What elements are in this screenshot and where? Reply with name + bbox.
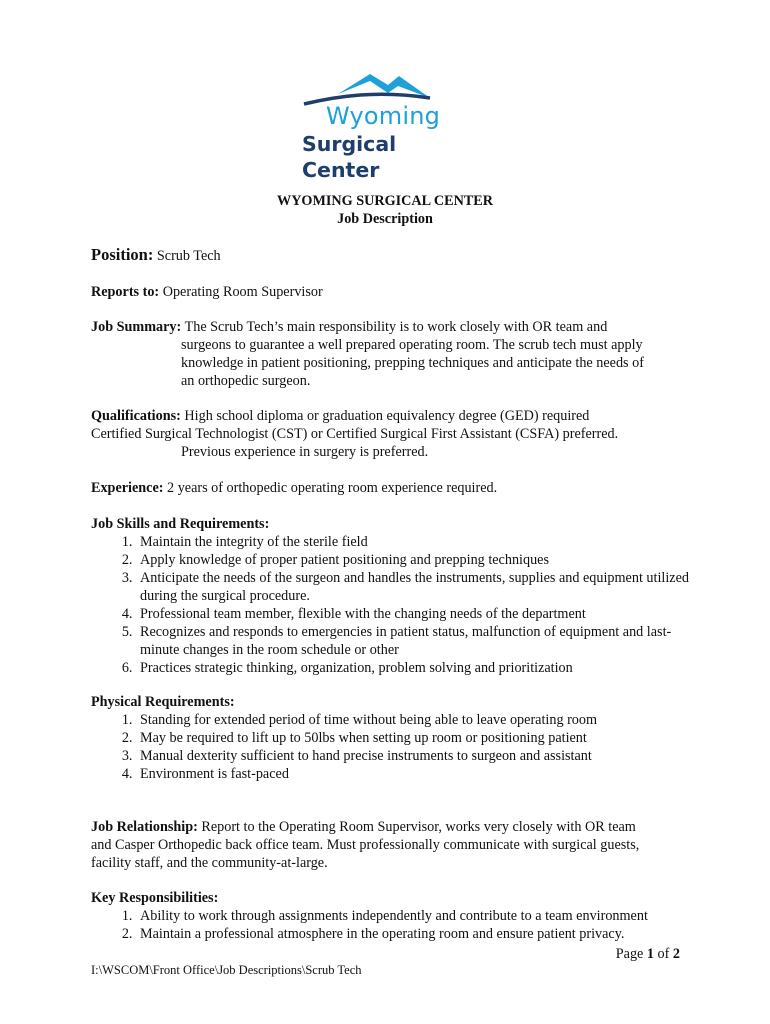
physical-requirements-title: Physical Requirements: — [91, 694, 235, 710]
position-line — [91, 246, 691, 265]
job-summary-text: an orthopedic surgeon. — [181, 373, 311, 389]
list-item: 2. Maintain a professional atmosphere in the operating room and ensure patient privacy. — [136, 925, 691, 943]
reports-to-label: Reports to: — [91, 284, 160, 300]
qualifications — [91, 407, 711, 461]
qualifications-text: High school diploma or graduation equivalency degree (GED) required — [184, 408, 590, 424]
job-relationship — [91, 818, 701, 872]
job-summary-text: knowledge in patient positioning, prepping techniques and anticipate the needs of — [181, 355, 644, 371]
position-label: Position: — [91, 245, 154, 264]
reports-to-line — [91, 283, 691, 301]
job-skills-title: Job Skills and Requirements: — [91, 516, 270, 532]
job-summary-label: Job Summary: — [91, 319, 182, 335]
job-relationship-text: Report to the Operating Room Supervisor, works very closely with OR team — [201, 819, 636, 835]
list-item: 5. Recognizes and responds to emergencies in patient status, malfunction of equipment and last-minute changes in the room schedule or other — [136, 623, 691, 659]
list-item: 1. Maintain the integrity of the sterile field — [136, 533, 691, 551]
physical-requirements-list — [91, 711, 691, 783]
org-title: WYOMING SURGICAL CENTER — [277, 193, 493, 209]
job-skills-list — [91, 533, 691, 677]
company-logo — [298, 68, 478, 182]
job-summary — [91, 318, 691, 390]
qualifications-text: Previous experience in surgery is preferred. — [181, 444, 429, 460]
experience-value: 2 years of orthopedic operating room experience required. — [167, 480, 498, 496]
experience-line — [91, 479, 691, 497]
list-item: 6. Practices strategic thinking, organization, problem solving and prioritization — [136, 659, 691, 677]
page-number — [616, 945, 680, 963]
logo-text-surgical-center: Surgical Center — [302, 132, 397, 182]
list-item: 2. Apply knowledge of proper patient positioning and prepping techniques — [136, 551, 691, 569]
physical-requirements-section — [91, 693, 691, 783]
list-item: 1. Ability to work through assignments independently and contribute to a team environment — [136, 907, 691, 925]
list-item: 4. Professional team member, flexible with the changing needs of the department — [136, 605, 691, 623]
logo-text-wyoming: Wyoming — [326, 102, 441, 130]
job-relationship-text: and Casper Orthopedic back office team. Must professionally communicate with surgical guests, — [91, 837, 640, 853]
qualifications-text: Certified Surgical Technologist (CST) or Certified Surgical First Assistant (CSFA) preferred. — [91, 426, 619, 442]
experience-label: Experience: — [91, 480, 164, 496]
page-total: 2 — [672, 946, 680, 962]
page-word: Page — [615, 946, 644, 962]
list-item: 2. May be required to lift up to 50lbs when setting up room or positioning patient — [136, 729, 691, 747]
reports-to-value: Operating Room Supervisor — [162, 284, 323, 300]
job-summary-text: The Scrub Tech’s main responsibility is to work closely with OR team and — [184, 319, 608, 335]
qualifications-label: Qualifications: — [91, 408, 181, 424]
job-relationship-label: Job Relationship: — [91, 819, 198, 835]
position-value: Scrub Tech — [156, 248, 221, 264]
job-relationship-text: facility staff, and the community-at-large. — [91, 855, 328, 871]
file-path: I:\WSCOM\Front Office\Job Descriptions\Scrub Tech — [91, 963, 362, 977]
page-of-word: of — [657, 946, 670, 962]
key-responsibilities-title: Key Responsibilities: — [91, 890, 219, 906]
key-responsibilities-section — [91, 889, 691, 943]
list-item: 3. Anticipate the needs of the surgeon and handles the instruments, supplies and equipment utilized during the surgical procedure. — [136, 569, 691, 605]
job-skills-section — [91, 515, 691, 677]
key-responsibilities-list — [91, 907, 691, 943]
job-summary-text: surgeons to guarantee a well prepared operating room. The scrub tech must apply — [181, 337, 643, 353]
list-item: 4. Environment is fast-paced — [136, 765, 691, 783]
list-item: 1. Standing for extended period of time without being able to leave operating room — [136, 711, 691, 729]
doc-type-title: Job Description — [337, 211, 433, 227]
page-current: 1 — [646, 946, 654, 962]
list-item: 3. Manual dexterity sufficient to hand precise instruments to surgeon and assistant — [136, 747, 691, 765]
